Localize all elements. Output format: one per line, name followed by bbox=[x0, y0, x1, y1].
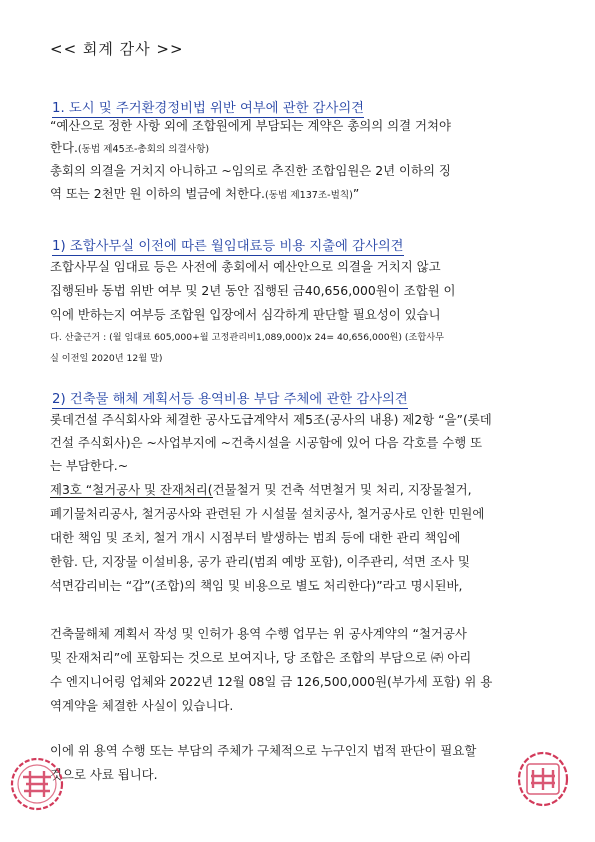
section1-heading-text: 1. 도시 및 주거환경정비법 위반 여부에 관한 감사의견 bbox=[52, 101, 365, 116]
section1-line3: 총회의 의결을 거치지 아니하고 ~임의로 추진한 조합임원은 2년 이하의 징 bbox=[50, 163, 451, 178]
section3-line2: 건설 주식회사)은 ~사업부지에 ~건축시설을 시공함에 있어 다음 각호를 수행 또 bbox=[50, 435, 483, 450]
section1-line1: “예산으로 정한 사항 외에 조합원에게 부담되는 계약은 총의의 의결 거쳐야 bbox=[50, 118, 451, 133]
section1-line4-ref: (동법 제137조-벌칙) bbox=[265, 190, 353, 201]
section3-line4 bbox=[50, 482, 472, 497]
section3-line8: 석면감리비는 “갑”(조합)의 책임 및 비용으로 별도 처리한다)”라고 명시된바, bbox=[50, 578, 463, 593]
section2-line4: 다. 산출근거 : (월 임대료 605,000+월 고정관리비1,089,000)x 24= 40,656,000원) (조합사무 bbox=[50, 332, 445, 343]
section1-line4 bbox=[50, 186, 359, 203]
section1-line2-ref: (동법 제45조-총회의 의결사항) bbox=[77, 144, 210, 155]
section3-line5: 폐기물처리공사, 철거공사와 관련된 가 시설물 설치공사, 철거공사로 인한 민원에 bbox=[50, 506, 485, 521]
section1-line4-main: 역 또는 2천만 원 이하의 벌금에 처한다. bbox=[50, 186, 265, 201]
section2-line3: 익에 반하는지 여부등 조합원 입장에서 심각하게 판단할 필요성이 있습니 bbox=[50, 307, 441, 322]
seal-stamp-right-icon bbox=[515, 750, 571, 808]
section3-heading bbox=[52, 388, 408, 407]
section2-line1: 조합사무실 임대료 등은 사전에 총회에서 예산안으로 의결을 거치지 않고 bbox=[50, 259, 441, 274]
seal-stamp-left-icon bbox=[8, 755, 66, 813]
section3-para2-line2: 및 잔재처리”에 포함되는 것으로 보여지나, 당 조합은 조합의 부담으로 ㈜ 아리 bbox=[50, 650, 472, 665]
section1-heading bbox=[52, 97, 364, 116]
section3-heading-text: 2) 건축물 해체 계획서등 용역비용 부담 주체에 관한 감사의견 bbox=[52, 392, 408, 407]
section3-para2-line1: 건축물해체 계획서 작성 및 인허가 용역 수행 업무는 위 공사계약의 “철거공사 bbox=[50, 626, 467, 641]
section3-para3-line2: 것으로 사료 됩니다. bbox=[50, 767, 158, 782]
section3-para2-line3: 수 엔지니어링 업체와 2022년 12월 08일 금 126,500,000원(부가세 포함) 위 용 bbox=[50, 674, 493, 689]
section2-heading-text: 1) 조합사무실 이전에 따른 월임대료등 비용 지출에 감사의견 bbox=[52, 239, 404, 254]
section3-line4-rest: 건물철거 및 건축 석면철거 및 처리, 지장물철거, bbox=[212, 482, 472, 497]
section2-line5: 실 이전일 2020년 12월 말) bbox=[50, 353, 163, 364]
page-title: << 회계 감사 >> bbox=[50, 40, 184, 58]
section2-line2: 집행된바 동법 위반 여부 및 2년 동안 집행된 금40,656,000원이 조합원 이 bbox=[50, 283, 456, 298]
section2-heading bbox=[52, 235, 404, 254]
section3-line1: 롯데건설 주식회사와 체결한 공사도급계약서 제5조(공사의 내용) 제2항 “을”(롯데 bbox=[50, 412, 492, 427]
section1-line2 bbox=[50, 140, 209, 157]
section3-para2-line4: 역계약을 체결한 사실이 있습니다. bbox=[50, 698, 234, 713]
section3-line7: 한함. 단, 지장물 이설비용, 공가 관리(범죄 예방 포함), 이주관리, 석면 조사 및 bbox=[50, 554, 470, 569]
section3-line6: 대한 책임 및 조치, 철거 개시 시점부터 발생하는 범죄 등에 대한 관리 책임에 bbox=[50, 530, 461, 545]
section3-para3-line1: 이에 위 용역 수행 또는 부담의 주체가 구체적으로 누구인지 법적 판단이 필요할 bbox=[50, 743, 477, 758]
section1-line4-end: ” bbox=[352, 186, 360, 201]
section1-line2-main: 한다. bbox=[50, 140, 78, 155]
section3-line3: 는 부담한다.~ bbox=[50, 458, 129, 473]
section3-line4-underlined: 제3호 “철거공사 및 잔재처리( bbox=[50, 482, 213, 497]
